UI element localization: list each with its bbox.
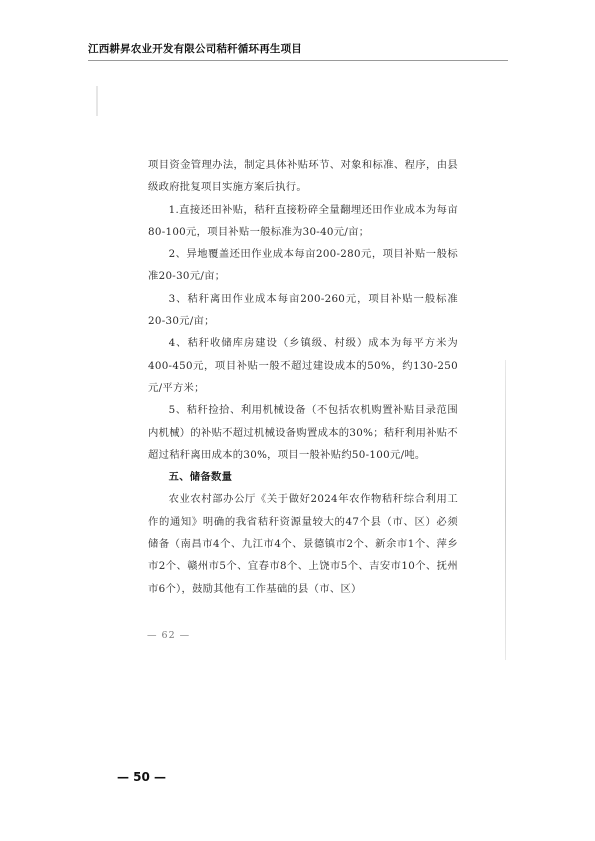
paragraph-offsite-cover-subsidy: 2、异地覆盖还田作业成本每亩200-280元，项目补贴一般标准20-30元/亩； bbox=[148, 248, 458, 283]
paragraph-straw-removal-subsidy: 3、秸秆离田作业成本每亩200-260元，项目补贴一般标准20-30元/亩； bbox=[148, 292, 458, 328]
paragraph-storage-warehouse-subsidy: 4、秸秆收储库房建设（乡镇级、村级）成本为每平方米为400-450元，项目补贴一般不超过建设成本的50%，约130-250元/平方米； bbox=[148, 337, 458, 394]
section-heading-reserve-quantity: 五、储备数量 bbox=[168, 471, 233, 484]
paragraph-reserve-counties: 农业农村部办公厅《关于做好2024年农作物秸秆综合利用工作的通知》明确的我省秸秆资源量较大的47个县（市、区）必须储备（南昌市4个、九江市4个、景德镇市2个、新余市1个、萍乡市2个、赣州市5个、宜春市8个、上饶市5个、吉安市10个、抚州市6个），鼓励其他有工作基础的县（市、区） bbox=[148, 493, 458, 595]
scan-artifact-mark bbox=[96, 86, 98, 116]
paragraph-funding-management: 项目资金管理办法，制定具体补贴环节、对象和标准、程序，由县级政府批复项目实施方案后执行。 bbox=[148, 159, 458, 194]
document-body bbox=[148, 154, 458, 600]
page-number: — 50 — bbox=[117, 770, 167, 784]
paragraph-machinery-subsidy: 5、秸秆捡拾、利用机械设备（不包括农机购置补贴目录范围内机械）的补贴不超过机械设备购置成本的30%；秸秆利用补贴不超过秸秆离田成本的30%，项目一般补贴约50-100元/吨。 bbox=[148, 404, 458, 461]
paragraph-direct-return-subsidy: 1.直接还田补贴，秸秆直接粉碎全量翻埋还田作业成本为每亩80-100元，项目补贴一般标准为30-40元/亩； bbox=[148, 203, 458, 238]
header-divider bbox=[88, 60, 508, 61]
document-header-title: 江西耕昇农业开发有限公司秸秆循环再生项目 bbox=[88, 43, 302, 55]
scanned-page-number: — 62 — bbox=[147, 630, 191, 641]
scan-page-edge bbox=[505, 360, 506, 660]
